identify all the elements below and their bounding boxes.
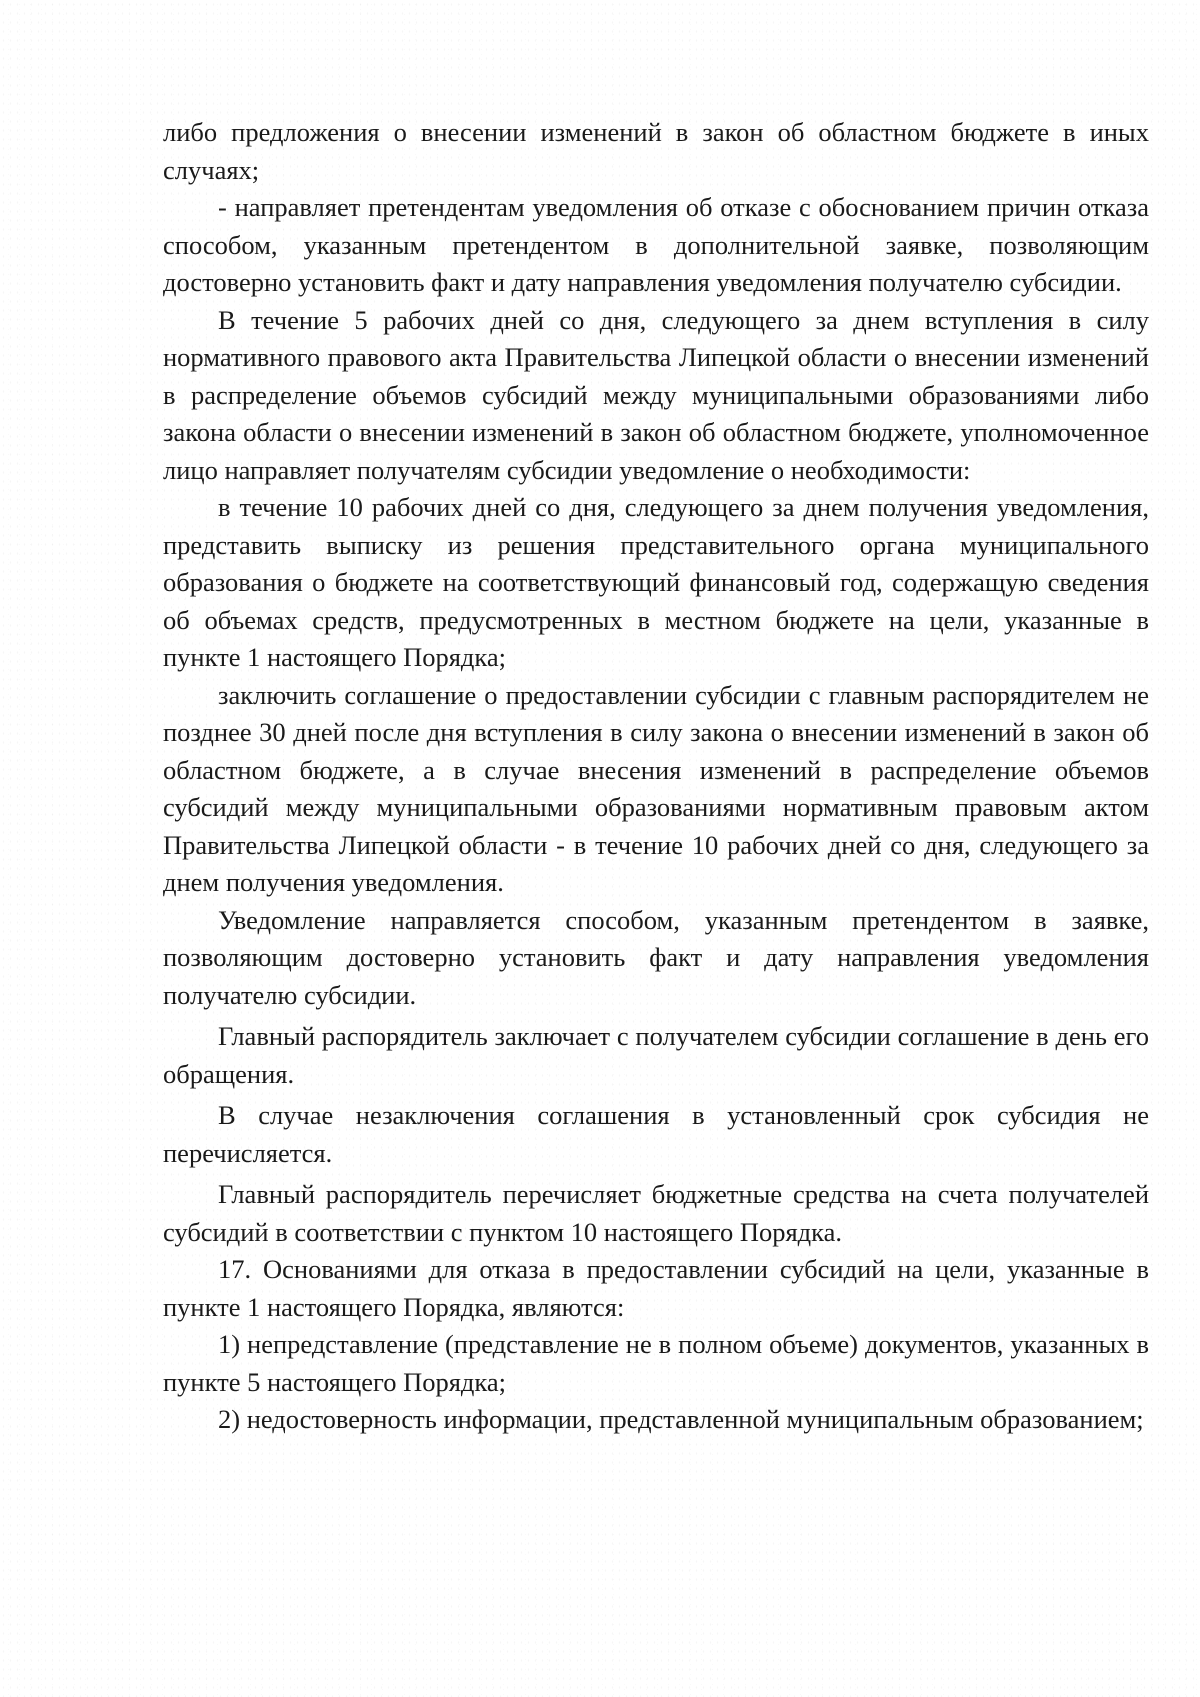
paragraph: В случае незаключения соглашения в установленный срок субсидия не перечисляется. <box>163 1100 1149 1168</box>
paragraph: Главный распорядитель перечисляет бюджетные средства на счета получателей субсидий в соответствии с пунктом 10 настоящего Порядка. <box>163 1179 1149 1247</box>
paragraph: 2) недостоверность информации, представленной муниципальным образованием; <box>218 1404 1144 1434</box>
paragraph: заключить соглашение о предоставлении субсидии с главным распорядителем не позднее 30 дней после дня вступления в силу закона о внесении изменений в закон об областном бюджете, а в случае внесения изменений в распределение объемов субсидий между муниципальными образованиями нормативным правовым актом Правительства Липецкой области - в течение 10 рабочих дней со дня, следующего за днем получения уведомления. <box>163 679 1149 897</box>
paragraph: 17. Основаниями для отказа в предоставлении субсидий на цели, указанные в пункте 1 настоящего Порядка, являются: <box>163 1254 1149 1322</box>
paragraph: в течение 10 рабочих дней со дня, следующего за днем получения уведомления, представить выписку из решения представительного органа муниципального образования о бюджете на соответствующий финансовый год, содержащую сведения об объемах средств, предусмотренных в местном бюджете на цели, указанные в пункте 1 настоящего Порядка; <box>163 492 1149 672</box>
paragraph: - направляет претендентам уведомления об отказе с обоснованием причин отказа способом, указанным претендентом в дополнительной заявке, позволяющим достоверно установить факт и дату направления уведомления получателю субсидии. <box>163 192 1149 297</box>
paragraph: Главный распорядитель заключает с получателем субсидии соглашение в день его обращения. <box>163 1021 1149 1089</box>
paragraph: 1) непредставление (представление не в полном объеме) документов, указанных в пункте 5 настоящего Порядка; <box>163 1329 1149 1397</box>
document-body <box>163 114 1149 1439</box>
paragraph: Уведомление направляется способом, указанным претендентом в заявке, позволяющим достоверно установить факт и дату направления уведомления получателю субсидии. <box>163 904 1149 1010</box>
paragraph: В течение 5 рабочих дней со дня, следующего за днем вступления в силу нормативного правового акта Правительства Липецкой области о внесении изменений в распределение объемов субсидий между муниципальными образованиями либо закона области о внесении изменений в закон об областном бюджете, уполномоченное лицо направляет получателям субсидии уведомление о необходимости: <box>163 304 1149 485</box>
paragraph: либо предложения о внесении изменений в закон об областном бюджете в иных случаях; <box>163 117 1149 185</box>
